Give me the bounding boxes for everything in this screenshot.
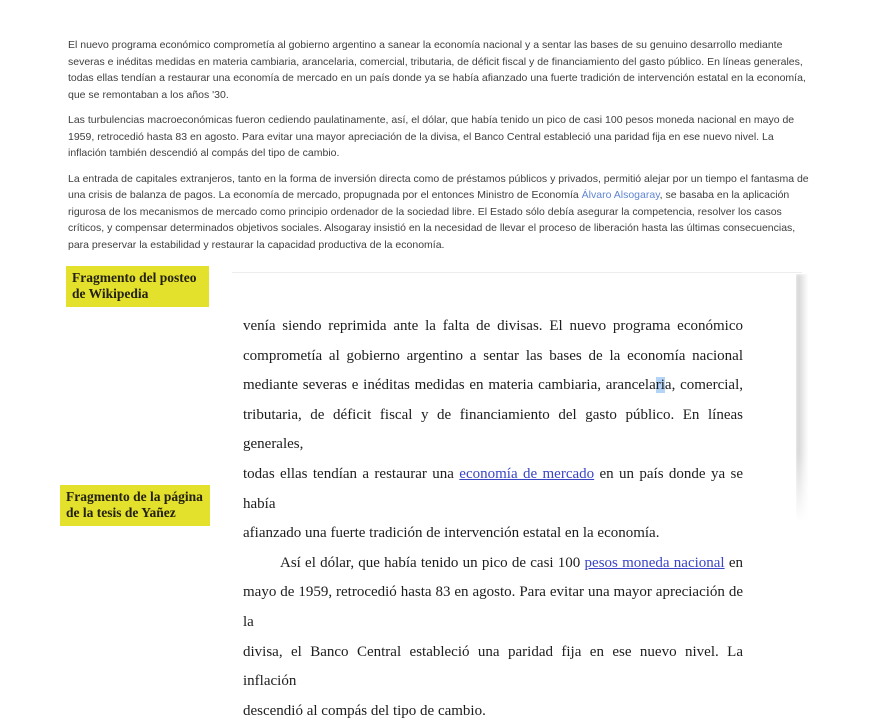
wikipedia-paragraph — [68, 171, 814, 254]
wikipedia-paragraph — [68, 37, 814, 103]
wikipedia-link[interactable]: Álvaro Alsogaray — [581, 189, 660, 201]
text-run: , se basaba en la aplicación rigurosa de los mecanismos de mercado como principio ordenador de la sociedad libre. El Estado sólo debía asegurar la competencia, resolver los casos críticos, y compensar determinados objetivos sociales. Alsogaray insistió en la necesidad de llevar el proceso de liberación hasta las últimas consecuencias, para preservar la estabilidad y restaurar la capacidad productiva de la economía. — [68, 189, 796, 251]
thesis-line — [243, 578, 743, 637]
text-run: en — [724, 554, 743, 571]
text-run: afianzado una fuerte tradición de intervención estatal en la economía. — [243, 525, 660, 542]
wikipedia-fragment-label: Fragmento del posteo de Wikipedia — [66, 266, 209, 307]
text-run: mayo de 1959, retrocedió hasta 83 en agosto. Para evitar una mayor apreciación de la — [243, 584, 743, 630]
text-run: Así el dólar, que había tenido un pico de casi 100 — [280, 554, 585, 571]
thesis-line — [243, 460, 743, 519]
wikipedia-fragment — [68, 37, 814, 262]
thesis-fragment-label: Fragmento de la página de la tesis de Yañez — [60, 485, 210, 526]
thesis-line — [243, 697, 743, 726]
thesis-line — [243, 342, 743, 372]
text-run: a, comercial, — [664, 377, 743, 394]
text-run: divisa, el Banco Central estableció una paridad fija en ese nuevo nivel. La inflación — [243, 643, 743, 690]
thesis-line — [243, 371, 743, 401]
text-run: todas ellas tendían a restaurar una — [243, 465, 460, 482]
text-run: Las turbulencias macroeconómicas fueron cediendo paulatinamente, así, el dólar, que había tenido un pico de casi 100 pesos moneda nacional en mayo de 1959, retrocedió hasta 83 en agosto. Para evitar una mayor apreciación de la divisa, el Banco Central estableció una paridad fija en ese nuevo nivel. La inflación también descendió al compás del tipo de cambio. — [68, 114, 795, 159]
text-run: El nuevo programa económico comprometía al gobierno argentino a sanear la economía nacional y a sentar las bases de su genuino desarrollo mediante severas e inéditas medidas en materia cambiaria, arancelaria, comercial, tributaria, de déficit fiscal y de financiamiento del gasto público. En líneas generales, todas ellas tendían a restaurar una economía de mercado en un país donde ya se había afianzado una fuerte tradición de intervención estatal en la economía, que se remontaban a los años '30. — [68, 39, 806, 101]
selected-text: ri — [655, 377, 665, 394]
text-run: La entrada de capitales extranjeros, tanto en la forma de inversión directa como de préstamos públicos y privados, permitió alejar por un tiempo el fantasma de una crisis de balanza de pagos. La economía de mercado, propugnada por el entonces Ministro de Economía — [68, 172, 809, 201]
thesis-line — [243, 401, 743, 460]
text-run: tributaria, de déficit fiscal y de financiamiento del gasto público. En líneas generales, — [243, 406, 743, 453]
text-run: comprometía al gobierno argentino a sentar las bases de la economía nacional — [243, 347, 743, 364]
text-run: venía siendo reprimida ante la falta de divisas. El nuevo programa económico — [243, 318, 743, 334]
thesis-line — [243, 312, 743, 342]
thesis-link[interactable]: pesos moneda nacional — [584, 554, 725, 571]
text-run: descendió al compás del tipo de cambio. — [243, 702, 486, 719]
thesis-link[interactable]: economía de mercado — [459, 465, 595, 482]
text-run: en un país donde ya se había — [243, 465, 743, 512]
thesis-text — [243, 312, 743, 726]
thesis-line — [243, 638, 743, 697]
text-run: mediante severas e inéditas medidas en materia cambiaria, arancela — [243, 377, 656, 394]
thesis-line — [243, 519, 743, 549]
wikipedia-paragraph — [68, 112, 814, 162]
thesis-page — [232, 272, 800, 719]
page-edge-shadow — [796, 274, 808, 522]
thesis-line — [243, 549, 743, 579]
